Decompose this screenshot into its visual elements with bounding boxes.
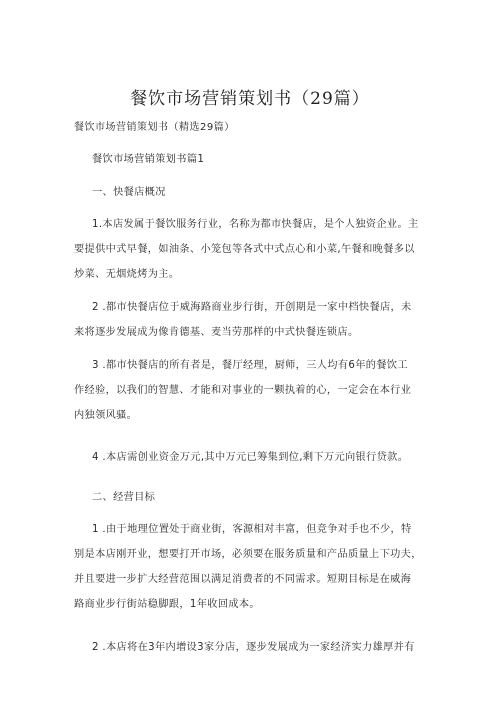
paragraph-line: 内独领风骚。 — [74, 410, 138, 421]
paragraph-line: 要提供中式早餐，如油条、小笼包等各式中式点心和小菜,午餐和晚餐多以 — [74, 244, 415, 255]
paragraph-line: 2 .都市快餐店位于威海路商业步行街，开创期是一家中档快餐店，未 — [92, 302, 412, 313]
paragraph-line: 路商业步行街站稳脚跟，1年收回成本。 — [74, 599, 260, 610]
paragraph-line: 2 .本店将在3年内增设3家分店，逐步发展成为一家经济实力雄厚并有 — [92, 642, 415, 653]
paragraph-line: 作经验，以我们的智慧、才能和对事业的一颗执着的心，一定会在本行业 — [74, 385, 412, 396]
paragraph-line: 别是本店刚开业，想要打开市场，必须要在服务质量和产品质量上下功夫， — [74, 549, 422, 560]
paragraph-line: 1.本店发属于餐饮服务行业，名称为都市快餐店，是个人独资企业。主 — [92, 219, 419, 230]
paragraph-line: 并且要进一步扩大经营范围以满足消费者的不同需求。短期目标是在威海 — [74, 574, 412, 585]
section-title: 餐饮市场营销策划书篇1 — [92, 154, 205, 165]
paragraph-line: 4 .本店需创业资金万元,其中万元已筹集到位,剩下万元向银行贷款。 — [92, 452, 409, 463]
paragraph-line: 1 .由于地理位置处于商业街，客源相对丰富，但竞争对手也不少，特 — [92, 524, 412, 535]
document-subtitle: 餐饮市场营销策划书（精选29篇） — [74, 122, 235, 133]
paragraph-line: 炒菜、无烟烧烤为主。 — [74, 269, 180, 280]
heading-goals: 二、经营目标 — [92, 492, 156, 503]
heading-overview: 一、快餐店概况 — [92, 187, 166, 198]
paragraph-line: 3 .都市快餐店的所有者是，餐厅经理，厨师，三人均有6年的餐饮工 — [92, 360, 408, 371]
paragraph-line: 来将逐步发展成为像肯德基、麦当劳那样的中式快餐连锁店。 — [74, 327, 359, 338]
document-title: 餐饮市场营销策划书（29篇） — [130, 89, 370, 109]
